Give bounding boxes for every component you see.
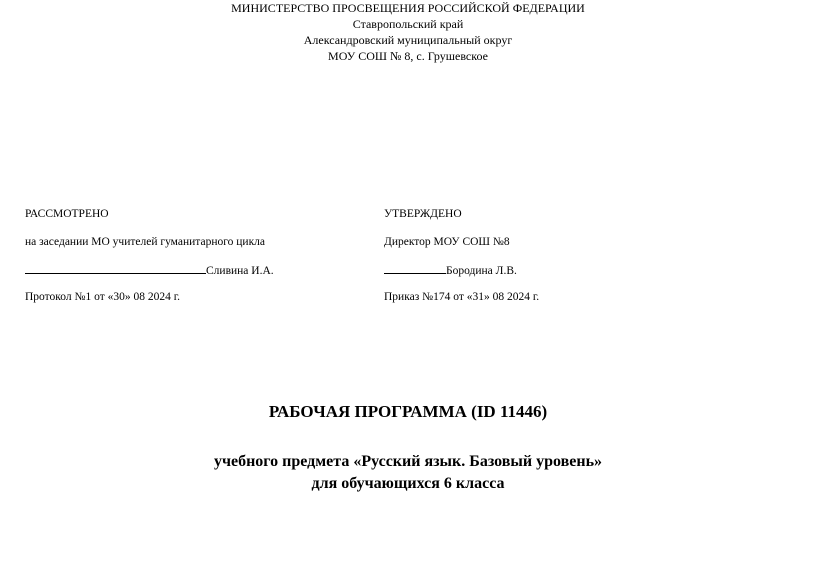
ministry-name: МИНИСТЕРСТВО ПРОСВЕЩЕНИЯ РОССИЙСКОЙ ФЕДЕРАЦИИ bbox=[231, 1, 585, 15]
program-grade: для обучающихся 6 класса bbox=[311, 475, 505, 492]
approved-signature-name: Бородина Л.В. bbox=[446, 265, 517, 277]
approved-order: Приказ №174 от «31» 08 2024 г. bbox=[384, 291, 540, 303]
considered-signature-line bbox=[25, 263, 274, 277]
considered-label: РАССМОТРЕНО bbox=[25, 208, 109, 220]
considered-body: на заседании МО учителей гуманитарного цикла bbox=[25, 236, 266, 248]
school-name: МОУ СОШ № 8, с. Грушевское bbox=[328, 49, 488, 63]
program-subject: учебного предмета «Русский язык. Базовый уровень» bbox=[213, 453, 603, 470]
region-name: Ставропольский край bbox=[352, 17, 464, 31]
program-title: РАБОЧАЯ ПРОГРАММА (ID 11446) bbox=[268, 402, 548, 421]
considered-protocol: Протокол №1 от «30» 08 2024 г. bbox=[25, 291, 181, 303]
approved-signature-line bbox=[384, 263, 517, 277]
considered-signature-name: Сливина И.А. bbox=[206, 265, 274, 277]
signature-underline bbox=[25, 263, 206, 274]
approved-label: УТВЕРЖДЕНО bbox=[384, 208, 462, 220]
approved-position: Директор МОУ СОШ №8 bbox=[384, 236, 510, 248]
district-name: Александровский муниципальный округ bbox=[303, 33, 513, 47]
signature-underline bbox=[384, 263, 446, 274]
